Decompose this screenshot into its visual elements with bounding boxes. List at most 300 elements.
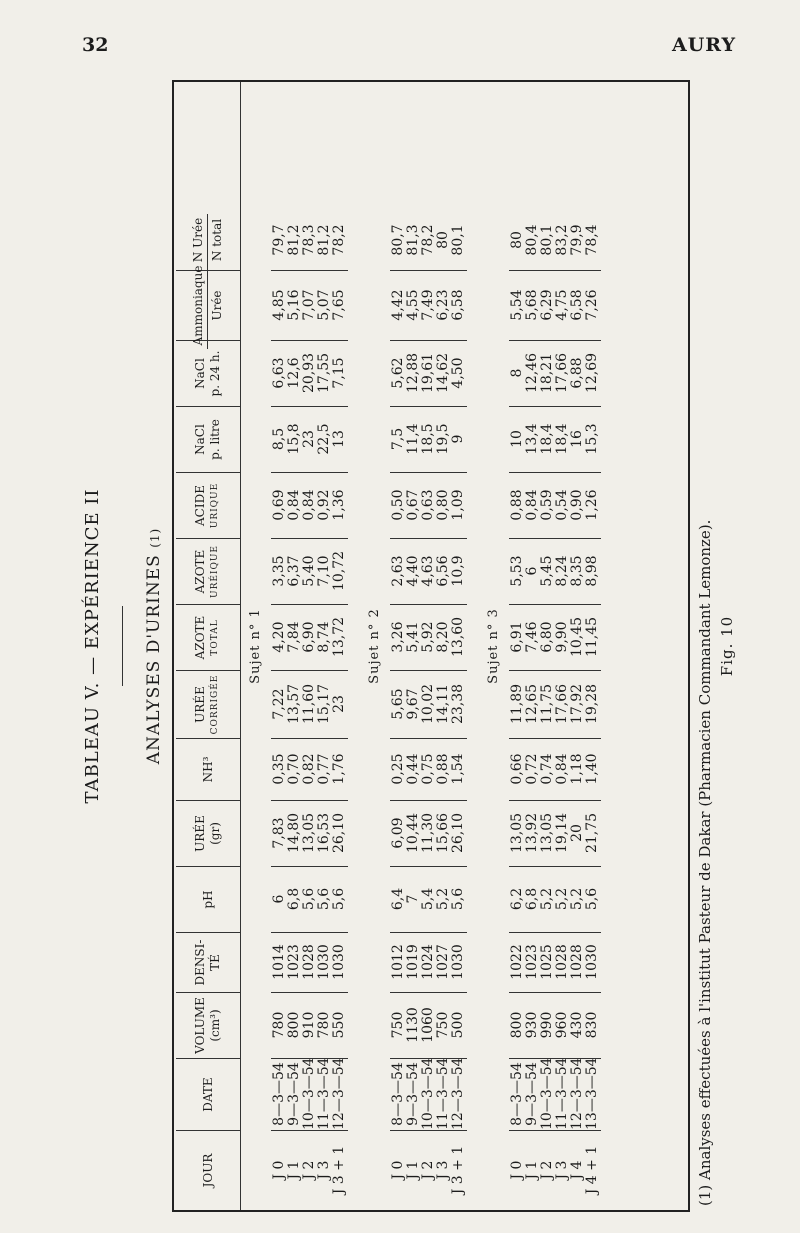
cell-azote_total: 6,91 (509, 621, 525, 653)
cell-ammoniaque_uree: 4,55 (405, 289, 421, 321)
cell-date: 12—3—54 (331, 1057, 347, 1130)
table-row (421, 82, 436, 1210)
column-divider (390, 340, 467, 341)
cell-ph: 5,2 (435, 887, 451, 911)
cell-uree_corr: 14,11 (435, 683, 451, 725)
header-uree_corr (176, 670, 240, 738)
table-row (272, 82, 287, 1210)
cell-ph: 5,2 (569, 887, 585, 911)
cell-ammoniaque_uree: 7,49 (420, 289, 436, 321)
column-divider (509, 472, 601, 473)
cell-volume: 800 (286, 1011, 302, 1039)
cell-acide_urique: 0,84 (286, 489, 302, 521)
cell-nh3: 0,72 (524, 753, 540, 785)
cell-uree: 13,92 (524, 812, 540, 854)
column-divider (509, 1130, 601, 1131)
cell-nacl_litre: 11,4 (405, 423, 421, 455)
cell-nh3: 0,66 (509, 753, 525, 785)
header-nacl_litre-main: NaCl (193, 424, 207, 455)
cell-ph: 6,2 (509, 887, 525, 911)
table-title: TABLEAU V. — EXPÉRIENCE II (82, 488, 103, 804)
header-densite-sub: TÉ (208, 954, 222, 971)
column-divider (509, 538, 601, 539)
cell-azote_total: 6,80 (539, 621, 555, 653)
cell-acide_urique: 0,84 (301, 489, 317, 521)
cell-volume: 500 (450, 1011, 466, 1039)
table-subtitle-note: (1) (148, 527, 162, 548)
section-label: Sujet n° 2 (367, 608, 382, 684)
header-divider (240, 82, 241, 1210)
cell-volume: 930 (524, 1011, 540, 1039)
cell-nacl_litre: 18,5 (420, 423, 436, 455)
header-acide_urique (176, 472, 240, 538)
cell-uree_corr: 9,67 (405, 688, 421, 720)
header-uree_corr-main: URÉE (193, 686, 207, 723)
column-divider (390, 932, 467, 933)
cell-densite: 1030 (331, 944, 347, 980)
header-azote_ureique-main: AZOTE (193, 549, 207, 594)
cell-nh3: 0,82 (301, 753, 317, 785)
cell-n_uree_n_total: 81,3 (405, 224, 421, 256)
cell-ammoniaque_uree: 7,65 (331, 289, 347, 321)
cell-nacl_litre: 7,5 (390, 427, 406, 451)
cell-uree: 21,75 (584, 812, 600, 854)
column-divider (509, 738, 601, 739)
cell-densite: 1012 (390, 944, 406, 980)
cell-densite: 1030 (316, 944, 332, 980)
column-divider (390, 1130, 467, 1131)
cell-azote_ureique: 10,72 (331, 550, 347, 592)
cell-acide_urique: 1,26 (584, 489, 600, 521)
cell-acide_urique: 0,69 (271, 489, 287, 521)
header-uree-sub: (gr) (208, 822, 222, 845)
cell-azote_total: 10,45 (569, 616, 585, 658)
column-divider (271, 800, 348, 801)
cell-azote_total: 11,45 (584, 616, 600, 658)
column-divider (390, 406, 467, 407)
cell-azote_ureique: 7,10 (316, 555, 332, 587)
cell-volume: 550 (331, 1011, 347, 1039)
cell-azote_ureique: 4,40 (405, 555, 421, 587)
header-ammoniaque_uree-sub: Urée (210, 290, 224, 321)
cell-n_uree_n_total: 80,1 (450, 224, 466, 256)
cell-ammoniaque_uree: 5,16 (286, 289, 302, 321)
cell-jour: J 0 (390, 1160, 406, 1180)
cell-azote_total: 4,20 (271, 621, 287, 653)
cell-n_uree_n_total: 79,9 (569, 224, 585, 256)
column-divider (271, 670, 348, 671)
cell-acide_urique: 0,54 (554, 489, 570, 521)
column-divider (390, 866, 467, 867)
cell-n_uree_n_total: 81,2 (286, 224, 302, 256)
column-divider (390, 1058, 467, 1059)
cell-uree_corr: 12,65 (524, 683, 540, 725)
cell-acide_urique: 0,67 (405, 489, 421, 521)
cell-date: 13—3—54 (584, 1057, 600, 1130)
cell-azote_total: 13,72 (331, 616, 347, 658)
cell-nacl_litre: 18,4 (554, 423, 570, 455)
column-divider (271, 538, 348, 539)
column-divider (390, 604, 467, 605)
cell-uree: 15,66 (435, 812, 451, 854)
cell-densite: 1024 (420, 944, 436, 980)
cell-volume: 960 (554, 1011, 570, 1039)
section-label: Sujet n° 3 (486, 608, 501, 684)
cell-ph: 5,2 (539, 887, 555, 911)
cell-ammoniaque_uree: 6,29 (539, 289, 555, 321)
cell-nacl_litre: 22,5 (316, 423, 332, 455)
cell-nh3: 1,54 (450, 753, 466, 785)
header-azote_total-main: AZOTE (193, 615, 207, 660)
cell-azote_total: 5,41 (405, 621, 421, 653)
column-divider (509, 670, 601, 671)
cell-ammoniaque_uree: 7,26 (584, 289, 600, 321)
cell-date: 10—3—54 (301, 1057, 317, 1130)
cell-nh3: 0,70 (286, 753, 302, 785)
header-densite-main: DENSI- (193, 939, 207, 986)
cell-n_uree_n_total: 78,4 (584, 224, 600, 256)
cell-n_uree_n_total: 80 (509, 231, 525, 249)
cell-azote_ureique: 4,63 (420, 555, 436, 587)
cell-azote_total: 13,60 (450, 616, 466, 658)
cell-ammoniaque_uree: 4,85 (271, 289, 287, 321)
header-nh3-main: NH³ (200, 756, 215, 783)
cell-n_uree_n_total: 80,1 (539, 224, 555, 256)
cell-azote_total: 5,92 (420, 621, 436, 653)
cell-date: 12—3—54 (569, 1057, 585, 1130)
header-ammoniaque_uree (176, 265, 240, 346)
cell-acide_urique: 0,59 (539, 489, 555, 521)
cell-volume: 780 (271, 1011, 287, 1039)
table-row (391, 82, 406, 1210)
header-nacl_24h-sub: p. 24 h. (208, 350, 222, 397)
column-divider (509, 1058, 601, 1059)
cell-uree_corr: 17,92 (569, 683, 585, 725)
cell-nacl_24h: 18,21 (539, 352, 555, 394)
cell-nh3: 0,35 (271, 753, 287, 785)
header-date (176, 1058, 240, 1130)
cell-nacl_litre: 23 (301, 430, 317, 448)
figure-label: Fig. 10 (718, 615, 736, 677)
column-divider (509, 406, 601, 407)
column-divider (390, 472, 467, 473)
cell-volume: 780 (316, 1011, 332, 1039)
column-divider (509, 866, 601, 867)
cell-jour: J 4 + 1 (584, 1145, 600, 1195)
cell-uree_corr: 19,28 (584, 683, 600, 725)
table-row (287, 82, 302, 1210)
cell-densite: 1019 (405, 944, 421, 980)
cell-ph: 5,6 (450, 887, 466, 911)
cell-jour: J 0 (509, 1160, 525, 1180)
cell-densite: 1028 (301, 944, 317, 980)
cell-ph: 6,4 (390, 887, 406, 911)
column-divider (509, 932, 601, 933)
header-nacl_litre-sub: p. litre (208, 419, 222, 460)
section-label: Sujet n° 1 (248, 608, 263, 684)
cell-n_uree_n_total: 78,3 (301, 224, 317, 256)
cell-jour: J 3 (554, 1160, 570, 1180)
cell-volume: 830 (584, 1011, 600, 1039)
cell-n_uree_n_total: 80,7 (390, 224, 406, 256)
cell-jour: J 1 (524, 1160, 540, 1180)
header-volume-sub: (cm³) (208, 1009, 222, 1042)
header-volume-main: VOLUME (193, 997, 207, 1054)
cell-n_uree_n_total: 79,7 (271, 224, 287, 256)
table-row (525, 82, 540, 1210)
cell-uree_corr: 11,75 (539, 683, 555, 725)
cell-azote_total: 9,90 (554, 621, 570, 653)
cell-uree: 20 (569, 824, 585, 842)
cell-azote_total: 7,84 (286, 621, 302, 653)
cell-date: 8—3—54 (271, 1062, 287, 1126)
cell-densite: 1022 (509, 944, 525, 980)
rotated-table-page (80, 80, 740, 1212)
cell-nacl_24h: 8 (509, 368, 525, 378)
table-row (451, 82, 466, 1210)
cell-densite: 1014 (271, 944, 287, 980)
cell-volume: 990 (539, 1011, 555, 1039)
header-uree_corr-sub: CORRIGÉE (210, 674, 220, 735)
cell-nacl_24h: 20,93 (301, 352, 317, 394)
cell-date: 9—3—54 (405, 1062, 421, 1126)
cell-nh3: 0,75 (420, 753, 436, 785)
cell-nacl_24h: 12,46 (524, 352, 540, 394)
cell-uree: 7,83 (271, 817, 287, 849)
cell-ammoniaque_uree: 5,07 (316, 289, 332, 321)
cell-densite: 1023 (286, 944, 302, 980)
cell-jour: J 3 (316, 1160, 332, 1180)
cell-ammoniaque_uree: 4,42 (390, 289, 406, 321)
table-row (555, 82, 570, 1210)
cell-nh3: 0,74 (539, 753, 555, 785)
cell-nh3: 0,44 (405, 753, 421, 785)
cell-azote_total: 8,20 (435, 621, 451, 653)
cell-azote_ureique: 5,45 (539, 555, 555, 587)
cell-jour: J 3 + 1 (331, 1145, 347, 1195)
cell-nacl_24h: 17,55 (316, 352, 332, 394)
column-divider (271, 738, 348, 739)
cell-nacl_24h: 12,88 (405, 352, 421, 394)
cell-ph: 5,6 (301, 887, 317, 911)
page-number: 32 (82, 34, 109, 56)
column-divider (271, 932, 348, 933)
cell-ph: 6,8 (286, 887, 302, 911)
header-azote_ureique (176, 538, 240, 604)
cell-azote_ureique: 10,9 (450, 555, 466, 587)
table-row (332, 82, 347, 1210)
title-divider (122, 606, 123, 686)
cell-azote_ureique: 6,56 (435, 555, 451, 587)
column-divider (509, 270, 601, 271)
header-n_uree_n_total-main: N Urée (191, 214, 208, 266)
table-row (510, 82, 525, 1210)
cell-nacl_litre: 13 (331, 430, 347, 448)
table-row (302, 82, 317, 1210)
cell-date: 10—3—54 (539, 1057, 555, 1130)
cell-jour: J 2 (420, 1160, 436, 1180)
cell-date: 11—3—54 (554, 1057, 570, 1130)
cell-nacl_24h: 4,50 (450, 357, 466, 389)
header-n_uree_n_total-sub: N total (210, 218, 224, 262)
cell-uree: 14,80 (286, 812, 302, 854)
table-row (317, 82, 332, 1210)
cell-nacl_litre: 10 (509, 430, 525, 448)
cell-date: 11—3—54 (435, 1057, 451, 1130)
column-divider (390, 270, 467, 271)
cell-date: 8—3—54 (390, 1062, 406, 1126)
cell-volume: 430 (569, 1011, 585, 1039)
cell-nacl_litre: 8,5 (271, 427, 287, 451)
column-divider (390, 670, 467, 671)
cell-uree: 6,09 (390, 817, 406, 849)
cell-nacl_24h: 5,62 (390, 357, 406, 389)
cell-azote_ureique: 3,35 (271, 555, 287, 587)
cell-nacl_24h: 17,66 (554, 352, 570, 394)
header-nacl_litre (176, 406, 240, 472)
column-divider (509, 992, 601, 993)
cell-jour: J 3 + 1 (450, 1145, 466, 1195)
cell-n_uree_n_total: 80,4 (524, 224, 540, 256)
cell-ph: 6,8 (524, 887, 540, 911)
cell-densite: 1025 (539, 944, 555, 980)
header-azote_ureique-sub: URÉIQUE (210, 544, 220, 599)
footnote: (1) Analyses effectuées à l'institut Pasteur de Dakar (Pharmacien Commandant Lemonze). (696, 519, 714, 1206)
column-divider (271, 992, 348, 993)
table-subtitle-text: ANALYSES D'URINES (144, 554, 164, 765)
cell-acide_urique: 0,84 (524, 489, 540, 521)
cell-n_uree_n_total: 80 (435, 231, 451, 249)
cell-uree: 13,05 (509, 812, 525, 854)
cell-azote_ureique: 5,53 (509, 555, 525, 587)
column-divider (271, 1058, 348, 1059)
cell-acide_urique: 1,36 (331, 489, 347, 521)
cell-uree: 16,53 (316, 812, 332, 854)
cell-jour: J 2 (301, 1160, 317, 1180)
header-acide_urique-sub: URIQUE (210, 482, 220, 529)
cell-volume: 1130 (405, 1007, 421, 1043)
cell-nacl_litre: 9 (450, 434, 466, 444)
header-nh3 (176, 738, 240, 800)
cell-acide_urique: 0,90 (569, 489, 585, 521)
cell-azote_ureique: 5,40 (301, 555, 317, 587)
header-ammoniaque_uree-main: Ammoniaque (191, 262, 208, 350)
cell-nacl_24h: 14,62 (435, 352, 451, 394)
cell-nh3: 0,25 (390, 753, 406, 785)
cell-ammoniaque_uree: 6,58 (569, 289, 585, 321)
table-row (540, 82, 555, 1210)
column-divider (271, 1130, 348, 1131)
cell-ph: 5,6 (331, 887, 347, 911)
header-uree (176, 800, 240, 866)
cell-jour: J 0 (271, 1160, 287, 1180)
cell-acide_urique: 0,80 (435, 489, 451, 521)
cell-nacl_litre: 13,4 (524, 423, 540, 455)
column-divider (509, 604, 601, 605)
cell-uree_corr: 15,17 (316, 683, 332, 725)
cell-densite: 1023 (524, 944, 540, 980)
cell-nh3: 1,40 (584, 753, 600, 785)
cell-nacl_24h: 19,61 (420, 352, 436, 394)
cell-ph: 6 (271, 894, 287, 904)
cell-volume: 1060 (420, 1007, 436, 1043)
cell-azote_total: 7,46 (524, 621, 540, 653)
cell-nacl_litre: 19,5 (435, 423, 451, 455)
cell-azote_ureique: 8,35 (569, 555, 585, 587)
cell-n_uree_n_total: 81,2 (316, 224, 332, 256)
table-row (436, 82, 451, 1210)
cell-jour: J 1 (286, 1160, 302, 1180)
column-divider (271, 604, 348, 605)
cell-uree_corr: 10,02 (420, 683, 436, 725)
header-densite (176, 932, 240, 992)
cell-volume: 750 (435, 1011, 451, 1039)
cell-nh3: 0,88 (435, 753, 451, 785)
cell-n_uree_n_total: 78,2 (331, 224, 347, 256)
cell-uree_corr: 23 (331, 695, 347, 713)
cell-uree_corr: 17,66 (554, 683, 570, 725)
cell-ph: 5,6 (316, 887, 332, 911)
cell-densite: 1028 (554, 944, 570, 980)
cell-acide_urique: 0,92 (316, 489, 332, 521)
cell-azote_ureique: 8,24 (554, 555, 570, 587)
cell-ammoniaque_uree: 6,23 (435, 289, 451, 321)
cell-date: 9—3—54 (286, 1062, 302, 1126)
cell-nacl_24h: 7,15 (331, 357, 347, 389)
cell-nacl_litre: 15,8 (286, 423, 302, 455)
cell-uree: 19,14 (554, 812, 570, 854)
cell-nh3: 0,77 (316, 753, 332, 785)
cell-nh3: 1,76 (331, 753, 347, 785)
cell-azote_total: 3,26 (390, 621, 406, 653)
cell-uree: 13,05 (539, 812, 555, 854)
table-row (406, 82, 421, 1210)
cell-date: 11—3—54 (316, 1057, 332, 1130)
header-jour (176, 1130, 240, 1210)
column-divider (390, 738, 467, 739)
header-nacl_24h (176, 340, 240, 406)
cell-uree_corr: 7,22 (271, 688, 287, 720)
cell-acide_urique: 0,63 (420, 489, 436, 521)
cell-jour: J 4 (569, 1160, 585, 1180)
cell-n_uree_n_total: 78,2 (420, 224, 436, 256)
cell-uree_corr: 23,38 (450, 683, 466, 725)
header-nacl_24h-main: NaCl (193, 358, 207, 389)
header-volume (176, 992, 240, 1058)
header-jour-main: JOUR (200, 1153, 215, 1188)
cell-ammoniaque_uree: 6,58 (450, 289, 466, 321)
column-divider (271, 270, 348, 271)
column-divider (390, 538, 467, 539)
cell-ammoniaque_uree: 5,54 (509, 289, 525, 321)
cell-n_uree_n_total: 83,2 (554, 224, 570, 256)
cell-ph: 5,6 (584, 887, 600, 911)
cell-date: 9—3—54 (524, 1062, 540, 1126)
column-divider (271, 866, 348, 867)
column-divider (271, 406, 348, 407)
cell-uree: 13,05 (301, 812, 317, 854)
header-ph (176, 866, 240, 932)
cell-acide_urique: 0,50 (390, 489, 406, 521)
column-divider (390, 800, 467, 801)
running-head: AURY (672, 34, 737, 56)
cell-ammoniaque_uree: 4,75 (554, 289, 570, 321)
column-divider (509, 800, 601, 801)
cell-acide_urique: 0,88 (509, 489, 525, 521)
cell-acide_urique: 1,09 (450, 489, 466, 521)
cell-densite: 1028 (569, 944, 585, 980)
cell-uree: 11,30 (420, 812, 436, 854)
